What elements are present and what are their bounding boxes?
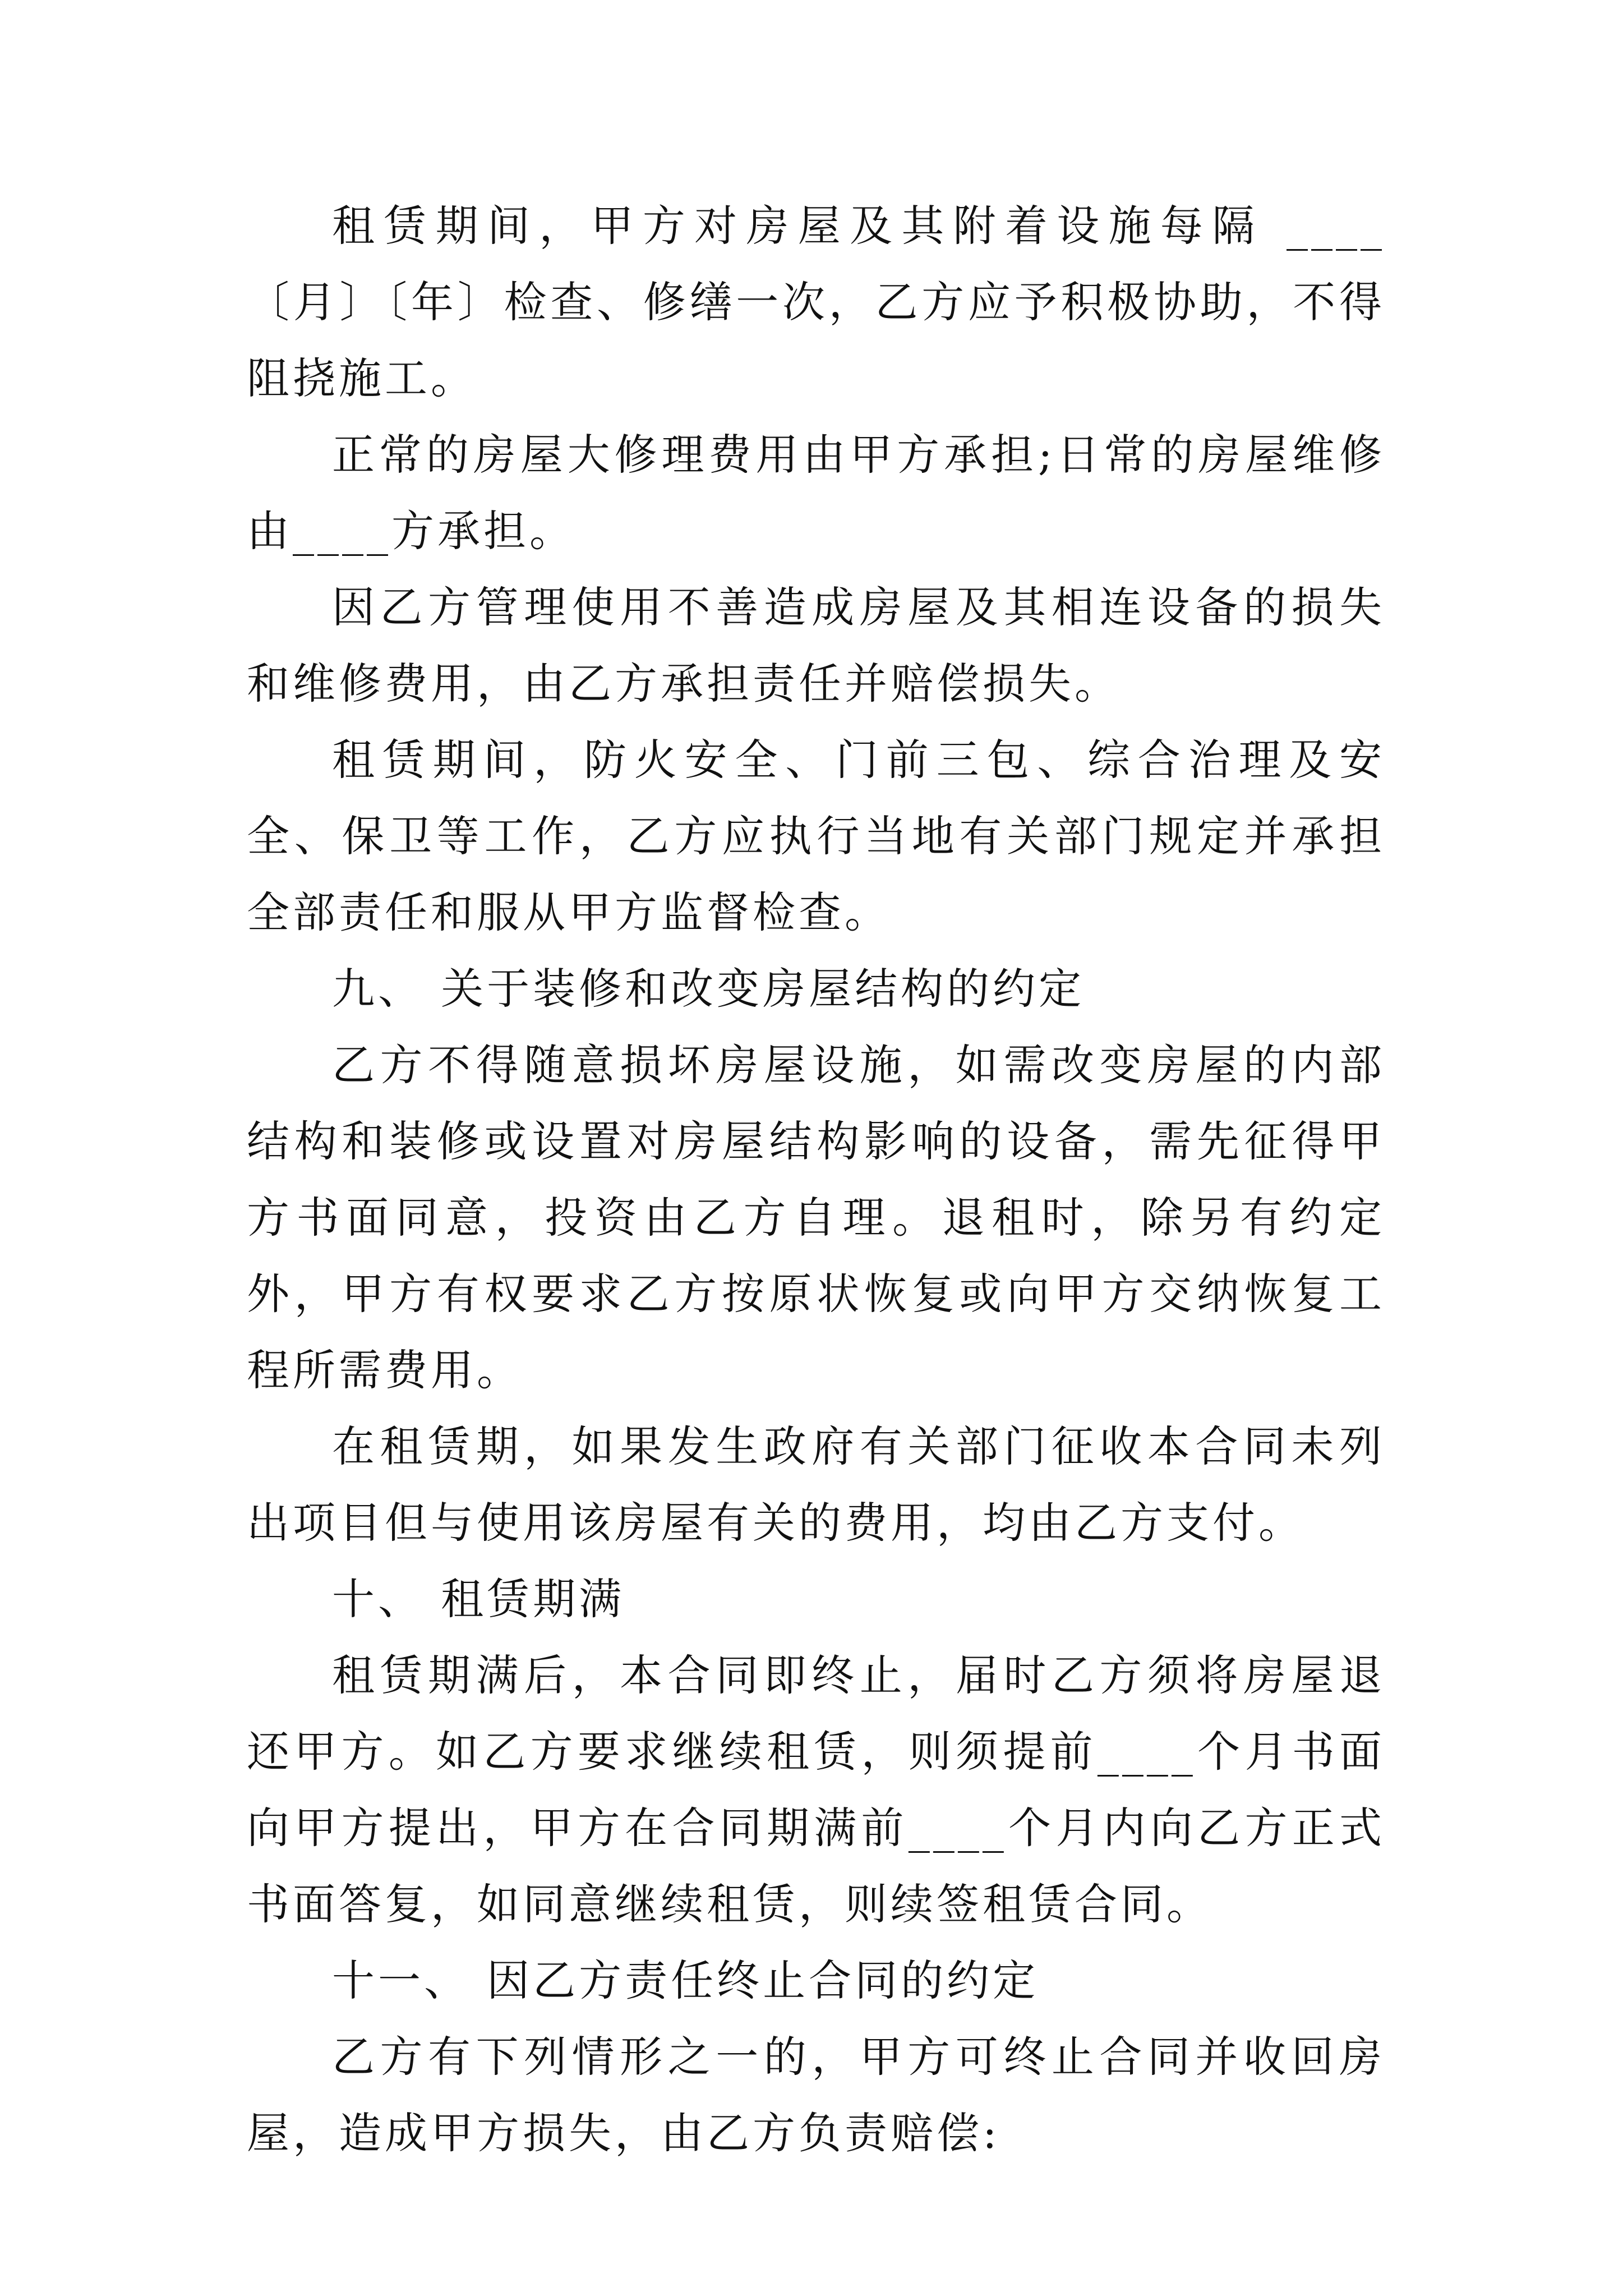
paragraph-termination: 乙方有下列情形之一的，甲方可终止合同并收回房屋，造成甲方损失，由乙方负责赔偿: xyxy=(247,2032,1385,2158)
paragraph-lease-expiry: 租赁期满后，本合同即终止，届时乙方须将房屋退还甲方。如乙方要求继续租赁，则须提前____个月书面向甲方提出，甲方在合同期满前____个月内向乙方正式书面答复，如同意继续租赁，则续签租赁合同。 xyxy=(247,1650,1385,1929)
section-heading-10: 十、 租赁期满 xyxy=(332,1574,625,1624)
paragraph-inspection: 租赁期间，甲方对房屋及其附着设施每隔 ____〔月〕〔年〕检查、修缮一次，乙方应予积极协助，不得阻挠施工。 xyxy=(247,201,1385,403)
paragraph-repair-costs: 正常的房屋大修理费用由甲方承担;日常的房屋维修由____方承担。 xyxy=(247,430,1385,556)
paragraph-safety-duties: 租赁期间，防火安全、门前三包、综合治理及安全、保卫等工作，乙方应执行当地有关部门规定并承担全部责任和服从甲方监督检查。 xyxy=(247,735,1385,937)
paragraph-government-fees: 在租赁期，如果发生政府有关部门征收本合同未列出项目但与使用该房屋有关的费用，均由乙方支付。 xyxy=(247,1421,1385,1548)
section-heading-9: 九、 关于装修和改变房屋结构的约定 xyxy=(332,964,1085,1014)
section-heading-11: 十一、 因乙方责任终止合同的约定 xyxy=(332,1955,1039,2005)
paragraph-damage-liability: 因乙方管理使用不善造成房屋及其相连设备的损失和维修费用，由乙方承担责任并赔偿损失。 xyxy=(247,582,1385,708)
document-body xyxy=(247,188,1385,2171)
paragraph-renovation: 乙方不得随意损坏房屋设施，如需改变房屋的内部结构和装修或设置对房屋结构影响的设备，需先征得甲方书面同意，投资由乙方自理。退租时，除另有约定外，甲方有权要求乙方按原状恢复或向甲方交纳恢复工程所需费用。 xyxy=(247,1040,1385,1395)
